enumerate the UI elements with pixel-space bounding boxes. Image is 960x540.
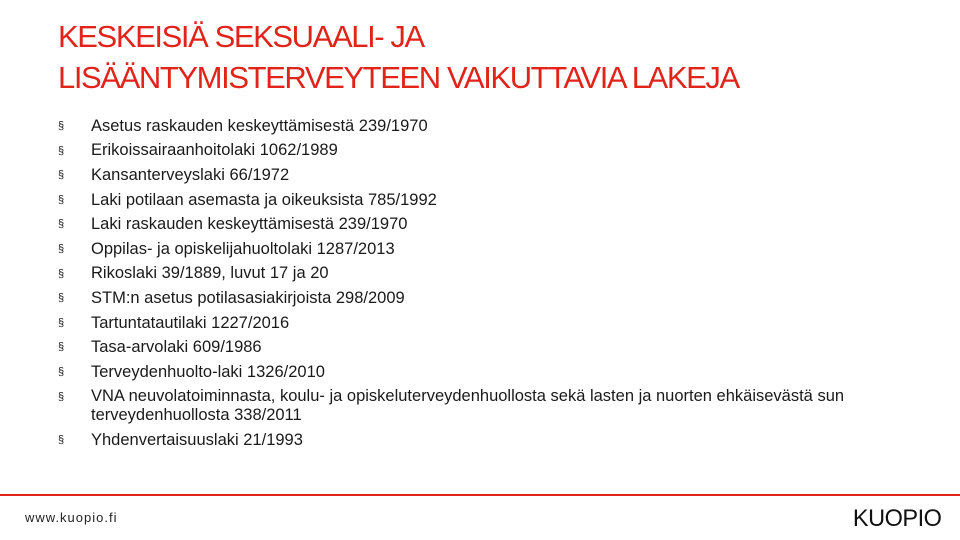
section-bullet-icon: § (58, 316, 65, 329)
slide-title-line-2: LISÄÄNTYMISTERVEYTEEN VAIKUTTAVIA LAKEJA (58, 60, 739, 95)
list-item (58, 360, 918, 385)
section-bullet-icon: § (58, 218, 65, 231)
section-bullet-icon: § (58, 267, 65, 280)
section-bullet-icon: § (58, 144, 65, 157)
list-item (58, 237, 918, 262)
slide-title (58, 16, 938, 98)
list-item-text: Laki raskauden keskeyttämisestä 239/1970 (91, 215, 408, 234)
section-bullet-icon: § (58, 169, 65, 182)
list-item-text: VNA neuvolatoiminnasta, koulu- ja opiskeluterveydenhuollosta sekä lasten ja nuorten ehkäisevästä sun terveydenhuollosta 338/2011 (91, 387, 845, 425)
list-item-text: Tartuntatautilaki 1227/2016 (91, 313, 290, 332)
list-item (58, 262, 918, 287)
section-bullet-icon: § (58, 390, 65, 403)
list-item-text: Tasa-arvolaki 609/1986 (91, 338, 262, 357)
list-item-text: Kansanterveyslaki 66/1972 (91, 165, 290, 184)
kuopio-logo: KUOPIO (852, 505, 942, 532)
footer-divider (0, 494, 960, 496)
list-item-text: Oppilas- ja opiskelijahuoltolaki 1287/2013 (91, 239, 395, 258)
list-item (58, 335, 918, 360)
list-item (58, 139, 918, 164)
section-bullet-icon: § (58, 120, 65, 132)
list-item-text: STM:n asetus potilasasiakirjoista 298/2009 (91, 288, 405, 307)
list-item (58, 428, 918, 453)
list-item-text: Erikoissairaanhoitolaki 1062/1989 (91, 141, 338, 160)
section-bullet-icon: § (58, 434, 65, 447)
slide-title-line-1: KESKEISIÄ SEKSUAALI- JA (58, 19, 424, 54)
list-item-text: Terveydenhuolto-laki 1326/2010 (91, 362, 325, 381)
law-list (58, 114, 918, 453)
list-item-text: Laki potilaan asemasta ja oikeuksista 785/1992 (91, 190, 437, 209)
list-item (58, 188, 918, 213)
list-item-text: Yhdenvertaisuuslaki 21/1993 (91, 430, 303, 449)
section-bullet-icon: § (58, 292, 65, 305)
list-item-text: Rikoslaki 39/1889, luvut 17 ja 20 (91, 264, 329, 283)
section-bullet-icon: § (58, 341, 65, 354)
section-bullet-icon: § (58, 365, 65, 378)
list-item (58, 212, 918, 237)
list-item (58, 311, 918, 336)
list-item (58, 114, 918, 139)
list-item (58, 385, 918, 429)
list-item-text: Asetus raskauden keskeyttämisestä 239/1970 (91, 116, 428, 135)
section-bullet-icon: § (58, 242, 65, 255)
list-item (58, 163, 918, 188)
footer-url: www.kuopio.fi (25, 510, 118, 525)
list-item (58, 286, 918, 311)
section-bullet-icon: § (58, 193, 65, 206)
